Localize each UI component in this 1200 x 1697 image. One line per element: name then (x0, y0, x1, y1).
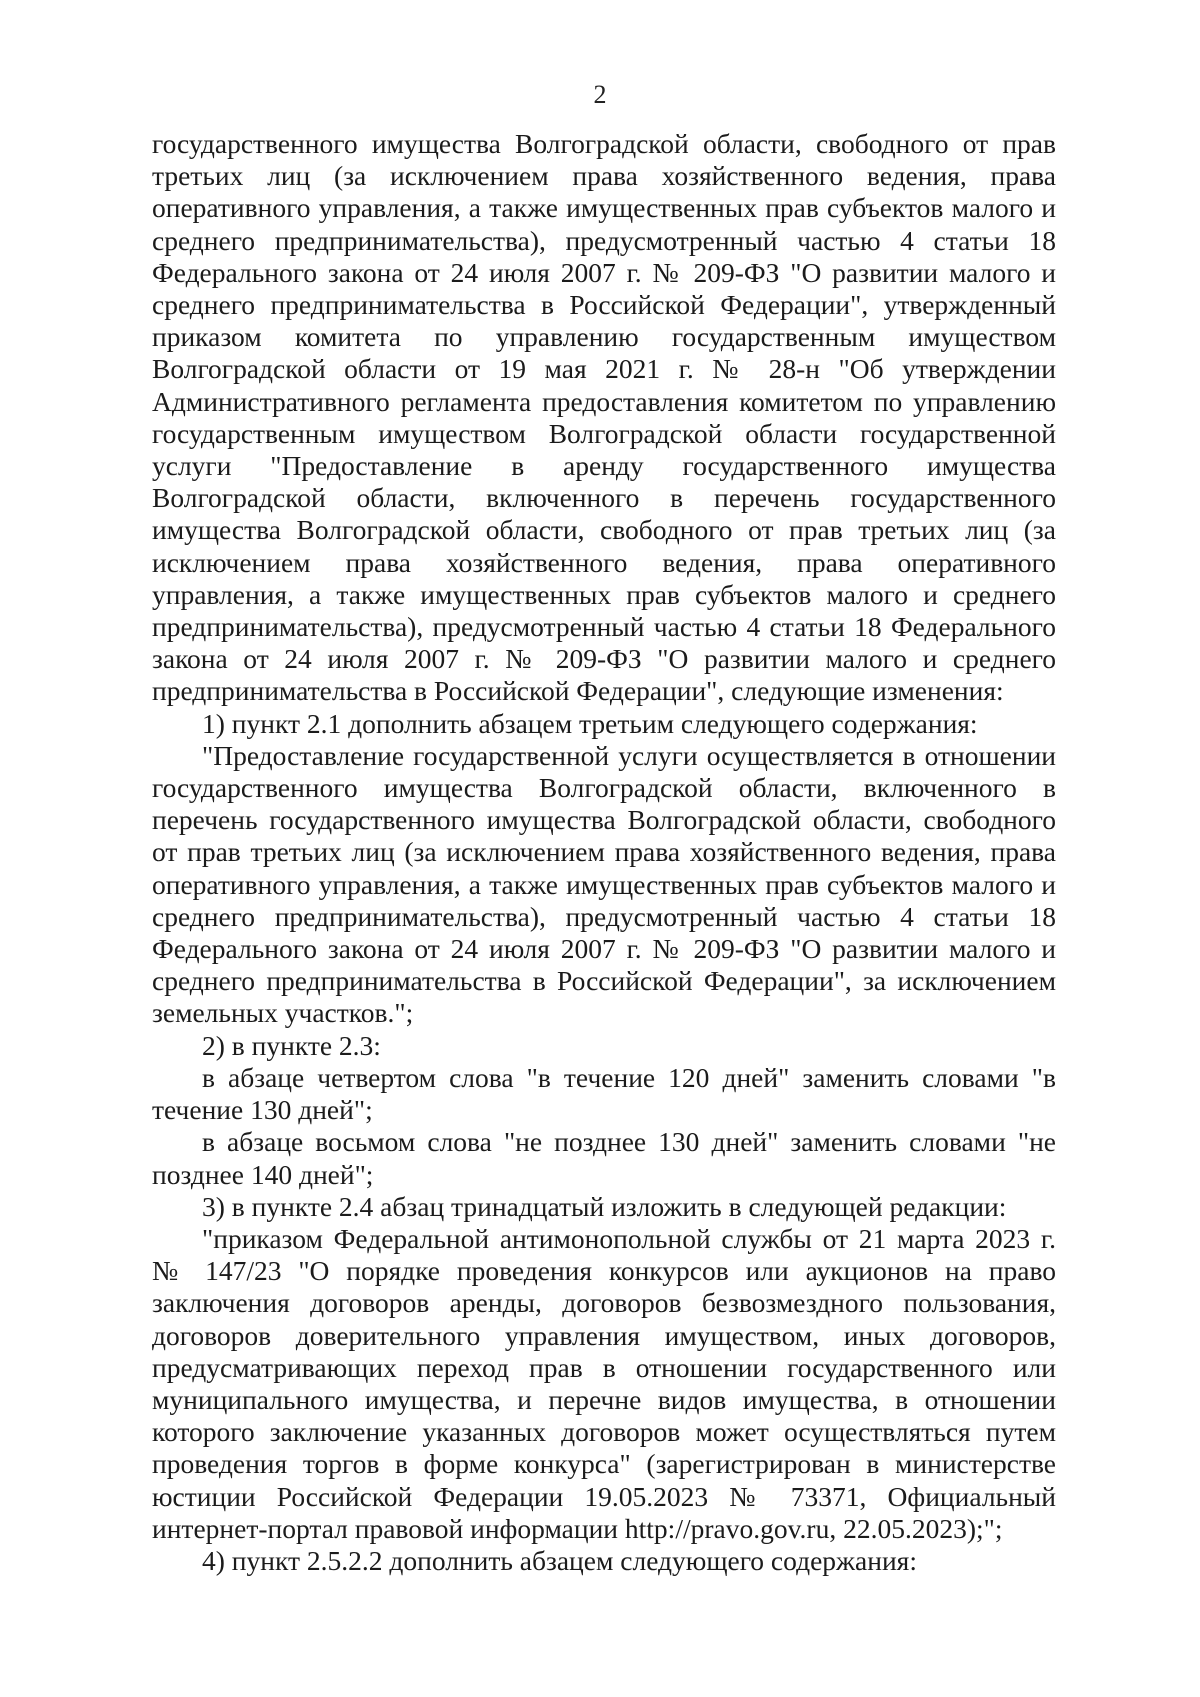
paragraph-item-2: 2) в пункте 2.3: (202, 1029, 381, 1061)
page-number: 2 (593, 80, 607, 109)
paragraph-intro: государственного имущества Волгоградской области, свободного от прав третьих лиц (за исключением права хозяйственного ведения, права оперативного управления, а также имущественных прав субъектов малого и среднего предпринимательства), предусмотренный частью 4 статьи 18 Федерального закона от 24 июля 2007 г. № 209-ФЗ "О развитии малого и среднего предпринимательства в Российской Федерации", утвержденный приказом комитета по управлению государственным имуществом Волгоградской области от 19 мая 2021 г. № 28-н "Об утверждении Административного регламента предоставления комитетом по управлению государственным имуществом Волгоградской области государственной услуги "Предоставление в аренду государственного имущества Волгоградской области, включенного в перечень государственного имущества Волгоградской области, свободного от прав третьих лиц (за исключением права хозяйственного ведения, права оперативного управления, а также имущественных прав субъектов малого и среднего предпринимательства), предусмотренный частью 4 статьи 18 Федерального закона от 24 июля 2007 г. № 209-ФЗ "О развитии малого и среднего предпринимательства в Российской Федерации", следующие изменения: (152, 128, 1056, 707)
paragraph-item-3-quote: "приказом Федеральной антимонопольной службы от 21 марта 2023 г. № 147/23 "О порядке проведения конкурсов или аукционов на право заключения договоров аренды, договоров безвозмездного пользования, договоров доверительного управления имуществом, иных договоров, предусматривающих переход прав в отношении государственного или муниципального имущества, и перечне видов имущества, в отношении которого заключение указанных договоров может осуществляться путем проведения торгов в форме конкурса" (зарегистрирован в министерстве юстиции Российской Федерации 19.05.2023 № 73371, Официальный интернет-портал правовой информации http://pravo.gov.ru, 22.05.2023);"; (152, 1222, 1056, 1544)
paragraph-item-1-quote: "Предоставление государственной услуги осуществляется в отношении государственного имущества Волгоградской области, включенного в перечень государственного имущества Волгоградской области, свободного от прав третьих лиц (за исключением права хозяйственного ведения, права оперативного управления, а также имущественных прав субъектов малого и среднего предпринимательства), предусмотренный частью 4 статьи 18 Федерального закона от 24 июля 2007 г. № 209-ФЗ "О развитии малого и среднего предпринимательства в Российской Федерации", за исключением земельных участков."; (152, 739, 1056, 1029)
paragraph-item-3: 3) в пункте 2.4 абзац тринадцатый изложить в следующей редакции: (202, 1190, 1007, 1222)
document-body (152, 128, 1056, 1577)
paragraph-item-1: 1) пункт 2.1 дополнить абзацем третьим следующего содержания: (202, 707, 978, 739)
paragraph-item-2-b: в абзаце восьмом слова "не позднее 130 дней" заменить словами "не позднее 140 дней"; (152, 1126, 1056, 1190)
paragraph-item-2-a: в абзаце четвертом слова "в течение 120 дней" заменить словами "в течение 130 дней"; (152, 1061, 1056, 1126)
paragraph-item-4: 4) пункт 2.5.2.2 дополнить абзацем следующего содержания: (202, 1544, 917, 1576)
